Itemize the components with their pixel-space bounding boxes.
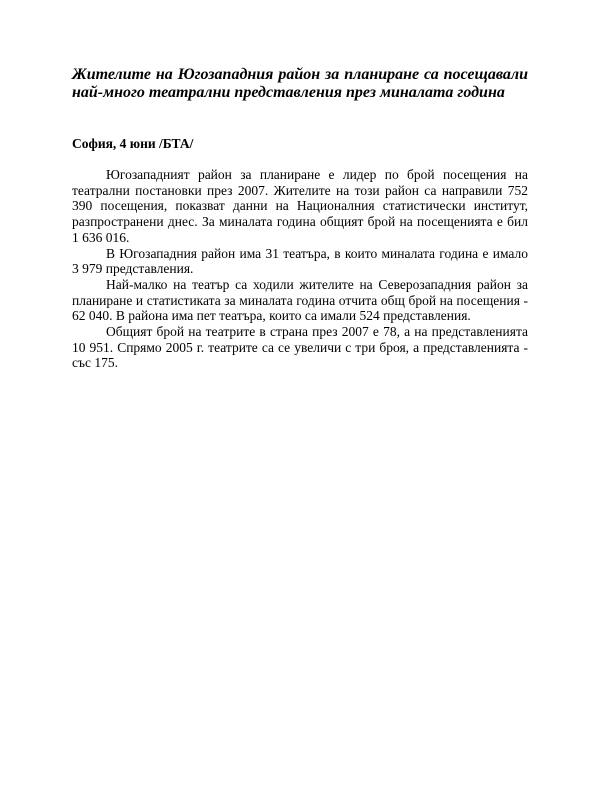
article-headline: Жителите на Югозападния район за планиране са посещавали най-много театрални представления през миналата година: [72, 66, 528, 101]
news-article: [72, 66, 528, 371]
article-dateline: София, 4 юни /БТА/: [72, 136, 194, 151]
article-paragraph: Най-малко на театър са ходили жителите на Северозападния район за планиране и статистиката за миналата година отчита общ брой на посещения - 62 040. В района има пет театъра, които са имали 524 представления.: [72, 276, 528, 324]
article-paragraph: Югозападният район за планиране е лидер по брой посещения на театрални постановки през 2007. Жителите на този район са направили 752 390 посещения, показват данни на Националния статистически институт, разпространени днес. За миналата година общият брой на посещенията е бил 1 636 016.: [72, 167, 528, 245]
article-paragraph: Общият брой на театрите в страна през 2007 е 78, а на представленията 10 951. Спрямо 2005 г. театрите са се увеличи с три броя, а представленията - със 175.: [72, 324, 528, 371]
article-paragraph: В Югозападния район има 31 театъра, в които миналата година е имало 3 979 представления.: [72, 245, 528, 277]
article-body: [72, 167, 528, 371]
